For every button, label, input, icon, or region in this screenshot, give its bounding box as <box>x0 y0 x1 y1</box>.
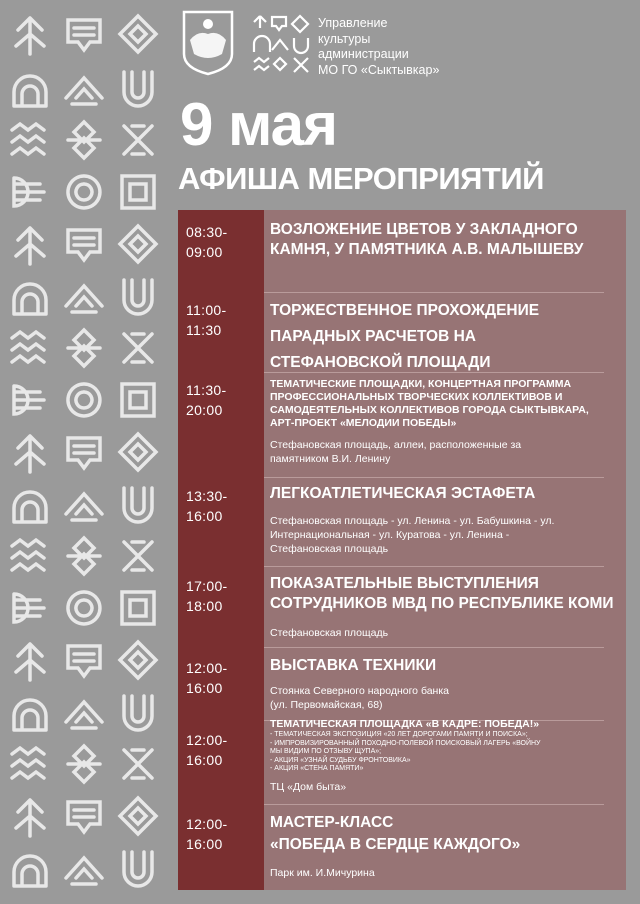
org-line: культуры <box>318 31 371 46</box>
header <box>182 10 632 90</box>
org-line: администрации <box>318 47 409 61</box>
event-time: 11:30- 20:00 <box>186 382 227 418</box>
event-place: Стефановская площадь - ул. Ленина - ул. Бабушкина - ул. Интернациональная - ул. Куратова - ул. Ленина - Стефановская площадь <box>270 515 555 555</box>
event-place: ТЦ «Дом быта» <box>270 780 347 793</box>
event-subitems: - ТЕМАТИЧЕСКАЯ ЭКСПОЗИЦИЯ «20 ЛЕТ ДОРОГАМИ ПАМЯТИ И ПОИСКА»; - ИМПРОВИЗИРОВАННЫЙ ПОХОДНО-ПОЛЕВОЙ ПОИСКОВЫЙ ЛАГЕРЬ «ВОЙНУ МЫ ВИДИМ ПО ОТЗЫВУ ЩУПА»; - АКЦИЯ «УЗНАЙ СУДЬБУ ФРОНТОВИКА» - АКЦИЯ «СТЕНА ПАМЯТИ» <box>270 731 541 772</box>
event-time: 12:00- 16:00 <box>186 732 228 768</box>
event-body <box>270 812 620 880</box>
poster-title: АФИША МЕРОПРИЯТИЙ <box>178 161 544 196</box>
event-time: 12:00- 16:00 <box>186 660 228 696</box>
separator <box>264 804 604 805</box>
event-body <box>270 718 620 794</box>
event-body <box>270 574 620 640</box>
event-place: Стефановская площадь, аллеи, расположенные за памятником В.И. Ленину <box>270 439 522 465</box>
culture-logo-icon <box>250 14 312 76</box>
event-place: Стоянка Северного народного банка (ул. Первомайская, 68) <box>270 685 450 711</box>
city-emblem-icon <box>182 10 234 76</box>
event-title: ТОРЖЕСТВЕННОЕ ПРОХОЖДЕНИЕ ПАРАДНЫХ РАСЧЕТОВ НА СТЕФАНОВСКОЙ ПЛОЩАДИ <box>270 302 540 371</box>
event-date: 9 мая <box>180 91 338 158</box>
event-body <box>270 220 620 260</box>
separator <box>264 566 604 567</box>
event-time: 12:00- 16:00 <box>186 816 228 852</box>
separator <box>264 647 604 648</box>
event-time: 11:00- 11:30 <box>186 302 227 338</box>
event-title: ВЫСТАВКА ТЕХНИКИ <box>270 657 437 674</box>
event-title: ВОЗЛОЖЕНИЕ ЦВЕТОВ У ЗАКЛАДНОГО КАМНЯ, У ПАМЯТНИКА А.В. МАЛЫШЕВУ <box>270 221 584 258</box>
event-body <box>270 378 620 466</box>
event-time: 17:00- 18:00 <box>186 578 228 614</box>
event-title: ЛЕГКОАТЛЕТИЧЕСКАЯ ЭСТАФЕТА <box>270 485 536 502</box>
ornament-pattern <box>8 8 168 898</box>
event-time: 08:30- 09:00 <box>186 224 228 260</box>
event-title: МАСТЕР-КЛАСС «ПОБЕДА В СЕРДЦЕ КАЖДОГО» <box>270 814 521 853</box>
org-line: МО ГО «Сыктывкар» <box>318 62 440 77</box>
organization-name <box>318 16 439 78</box>
separator <box>264 477 604 478</box>
event-time: 13:30- 16:00 <box>186 488 228 524</box>
event-place: Стефановская площадь <box>270 627 389 639</box>
org-line: Управление <box>318 16 388 30</box>
event-place: Парк им. И.Мичурина <box>270 867 375 879</box>
separator <box>264 292 604 293</box>
event-body <box>270 298 620 376</box>
event-title: ПОКАЗАТЕЛЬНЫЕ ВЫСТУПЛЕНИЯ СОТРУДНИКОВ МВД ПО РЕСПУБЛИКЕ КОМИ <box>270 575 614 612</box>
event-title: ТЕМАТИЧЕСКАЯ ПЛОЩАДКА «В КАДРЕ: ПОБЕДА!» <box>270 718 540 730</box>
event-body <box>270 656 620 712</box>
event-body <box>270 484 620 556</box>
event-title: ТЕМАТИЧЕСКИЕ ПЛОЩАДКИ, КОНЦЕРТНАЯ ПРОГРАММА ПРОФЕССИОНАЛЬНЫХ ТВОРЧЕСКИХ КОЛЛЕКТИВОВ И САМОДЕЯТЕЛЬНЫХ КОЛЛЕКТИВОВ ГОРОДА СЫКТЫВКАРА, АРТ-ПРОЕКТ «МЕЛОДИИ ПОБЕДЫ» <box>270 378 589 429</box>
